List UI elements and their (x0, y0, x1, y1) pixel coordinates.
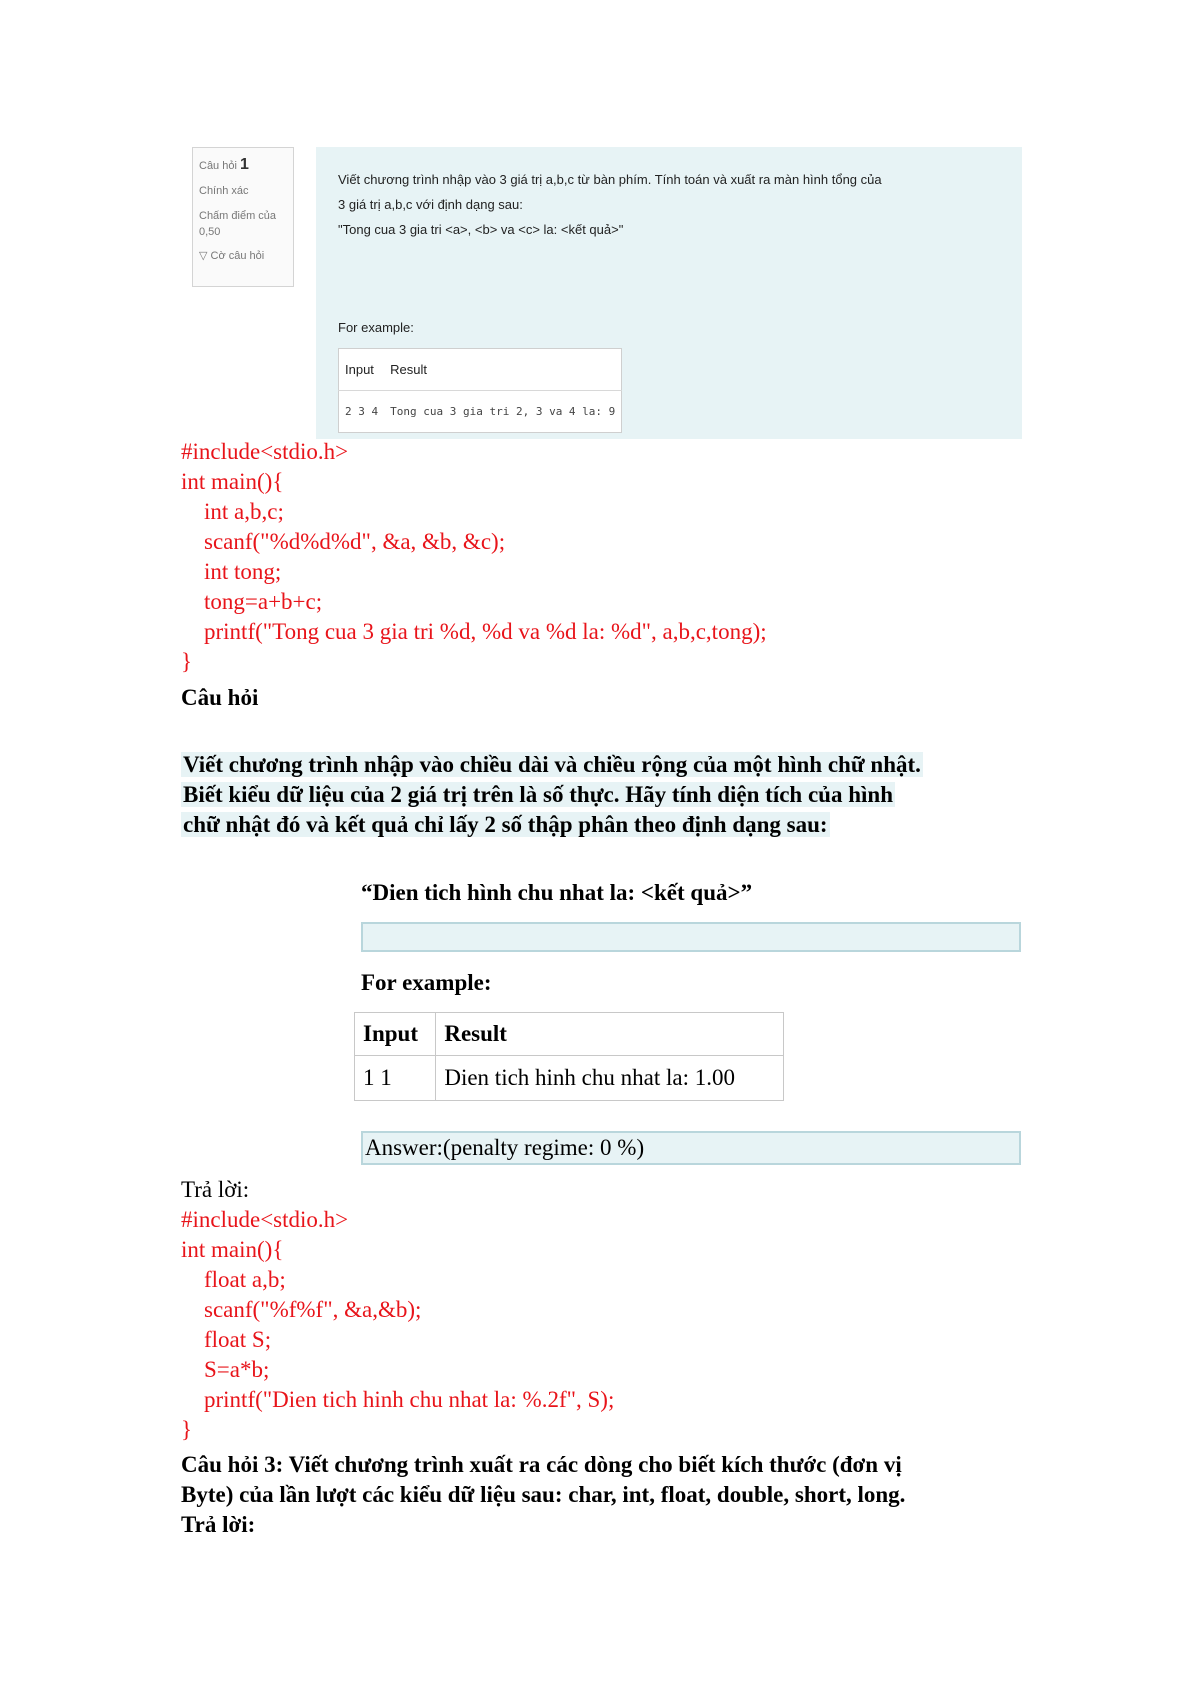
question-info-panel (192, 147, 294, 287)
question-3-line: Câu hỏi 3: Viết chương trình xuất ra các dòng cho biết kích thước (đơn vị (181, 1452, 902, 1477)
code-line: #include<stdio.h> (181, 439, 349, 464)
reply-label-3: Trả lời: (181, 1512, 256, 1537)
question-number: Câu hỏi 1 (199, 156, 249, 173)
code-line: scanf("%f%f", &a,&b); (181, 1297, 422, 1322)
example-label: For example: (338, 320, 414, 335)
header-input: Input (355, 1013, 436, 1056)
question-2-line: Biết kiểu dữ liệu của 2 giá trị trên là số thực. Hãy tính diện tích của hình (183, 782, 893, 807)
cell-input: 1 1 (355, 1056, 436, 1101)
flag-question-link[interactable]: ▽ Cờ câu hỏi (199, 250, 265, 262)
table-row (355, 1056, 784, 1101)
example-label-2: For example: (361, 970, 492, 995)
code-line: printf("Dien tich hinh chu nhat la: %.2f", S); (181, 1387, 615, 1412)
reply-label-2: Trả lời: (181, 1177, 250, 1202)
answer-bar: Answer:(penalty regime: 0 %) (361, 1131, 1021, 1165)
code-block-1 (181, 437, 767, 677)
question-2-line: chữ nhật đó và kết quả chỉ lấy 2 số thập phân theo định dạng sau: (183, 812, 828, 837)
code-line: } (181, 1417, 193, 1442)
question-2-text (181, 750, 923, 840)
question-status: Chính xác (199, 185, 249, 197)
code-line: int main(){ (181, 1237, 284, 1262)
question-3-text (181, 1450, 905, 1540)
cell-result: Dien tich hinh chu nhat la: 1.00 (436, 1056, 784, 1101)
header-result: Result (444, 1021, 507, 1046)
code-line: float a,b; (181, 1267, 286, 1292)
prompt-line-1: Viết chương trình nhập vào 3 giá trị a,b,c từ bàn phím. Tính toán và xuất ra màn hình tổng của (338, 172, 882, 187)
code-line: int main(){ (181, 469, 284, 494)
question-2-format: “Dien tich hình chu nhat la: <kết quả>” (361, 880, 753, 905)
code-line: tong=a+b+c; (181, 589, 323, 614)
code-line: int tong; (181, 559, 282, 584)
empty-bar (361, 922, 1021, 952)
question-3-line: Byte) của lần lượt các kiểu dữ liệu sau: char, int, float, double, short, long. (181, 1482, 906, 1507)
code-block-2 (181, 1205, 614, 1445)
code-line: #include<stdio.h> (181, 1207, 349, 1232)
header-result: Result (390, 362, 427, 377)
code-line: S=a*b; (181, 1357, 270, 1382)
prompt-format: "Tong cua 3 gia tri <a>, <b> va <c> la: <kết quả>" (338, 222, 624, 237)
header-input: Input (345, 362, 374, 377)
table-row (339, 391, 622, 433)
question-mark: Chấm điểm của 0,50 (199, 210, 277, 238)
flag-icon: ▽ (199, 250, 208, 262)
prompt-line-2: 3 giá trị a,b,c với định dạng sau: (338, 197, 523, 212)
question-text-box (316, 147, 1022, 439)
cell-input: 2 3 4 (339, 391, 385, 433)
code-line: scanf("%d%d%d", &a, &b, &c); (181, 529, 506, 554)
code-line: } (181, 649, 193, 674)
question-2-heading: Câu hỏi (181, 685, 259, 710)
code-line: printf("Tong cua 3 gia tri %d, %d va %d la: %d", a,b,c,tong); (181, 619, 767, 644)
code-line: float S; (181, 1327, 272, 1352)
example-table-2 (354, 1012, 784, 1101)
example-table (338, 348, 622, 433)
code-line: int a,b,c; (181, 499, 284, 524)
question-2-line: Viết chương trình nhập vào chiều dài và chiều rộng của một hình chữ nhật. (183, 752, 921, 777)
cell-result: Tong cua 3 gia tri 2, 3 va 4 la: 9 (384, 391, 622, 433)
